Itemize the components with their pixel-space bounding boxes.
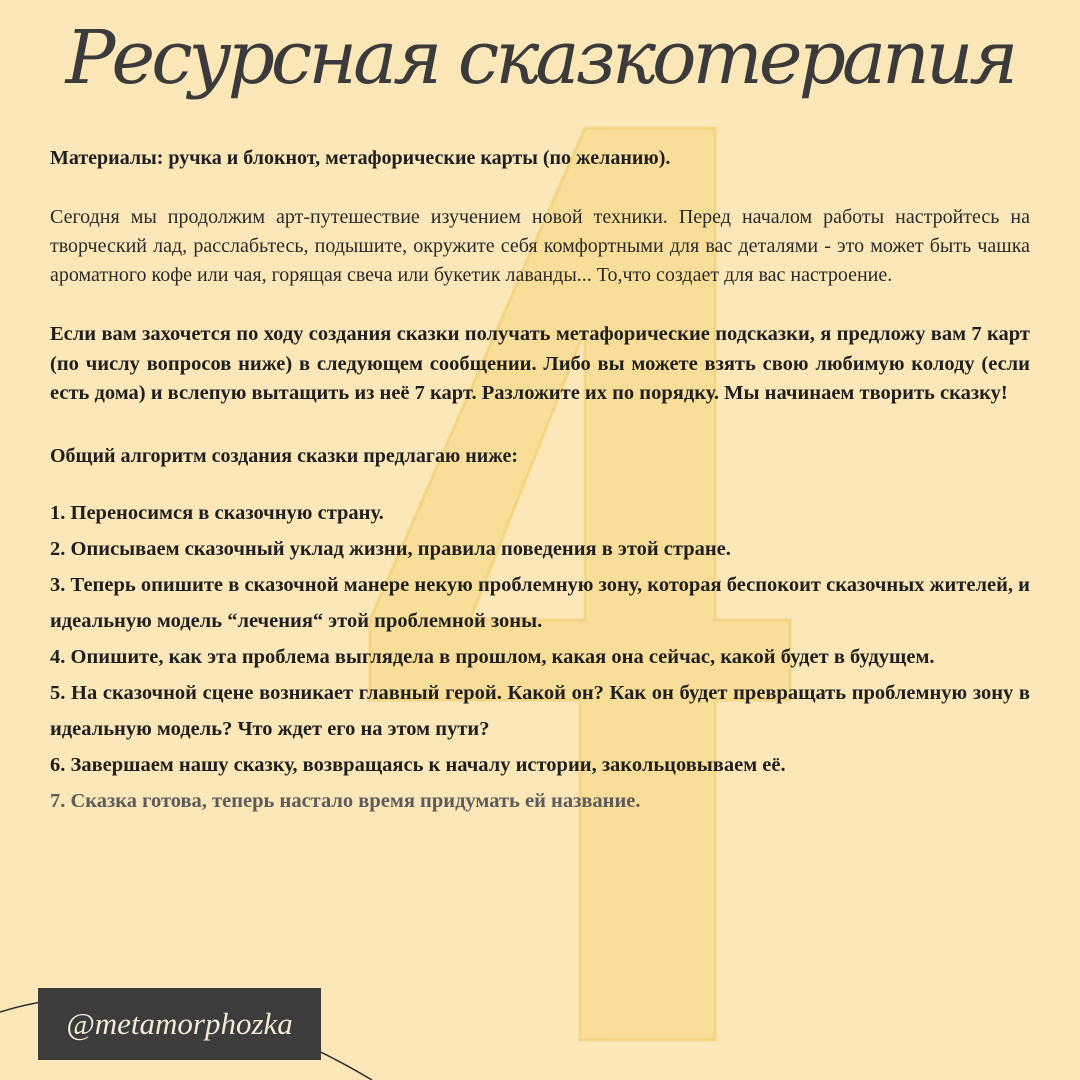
algorithm-heading: Общий алгоритм создания сказки предлагаю ниже: (50, 444, 519, 467)
cards-paragraph: Если вам захочется по ходу создания сказки получать метафорические подсказки, я предложу вам 7 карт (по числу вопросов ниже) в следующем сообщении. Либо вы можете взять свою любимую колоду (если есть дома) и вслепую вытащить из неё 7 карт. Разложите их по порядку. Мы начинаем творить сказку! (50, 323, 1030, 404)
author-handle-badge (38, 988, 321, 1060)
step-item: 5. На сказочной сцене возникает главный герой. Какой он? Как он будет превращать проблемную зону в идеальную модель? Что ждет его на этом пути? (50, 681, 1030, 740)
article-body (50, 141, 1030, 819)
author-handle: @metamorphozka (66, 1006, 293, 1041)
materials-line: Материалы: ручка и блокнот, метафорические карты (по желанию). (50, 147, 671, 169)
page-title: Ресурсная сказкотерапия (65, 15, 1015, 101)
algorithm-steps-list (50, 495, 1030, 819)
step-item: 3. Теперь опишите в сказочной манере некую проблемную зону, которая беспокоит сказочных жителей, и идеальную модель “лечения“ этой проблемной зоны. (50, 573, 1030, 632)
intro-paragraph: Сегодня мы продолжим арт-путешествие изучением новой техники. Перед началом работы настройтесь на творческий лад, расслабьтесь, подышите, окружите себя комфортными для вас деталями - это может быть чашка ароматного кофе или чая, горящая свеча или букетик лаванды... То,что создает для вас настроение. (50, 206, 1030, 286)
step-item: 2. Описываем сказочный уклад жизни, правила поведения в этой стране. (50, 537, 731, 560)
step-item: 1. Переносимся в сказочную страну. (50, 501, 384, 524)
step-item: 7. Сказка готова, теперь настало время придумать ей название. (50, 789, 641, 812)
step-item: 4. Опишите, как эта проблема выглядела в прошлом, какая она сейчас, какой будет в будущем. (50, 645, 935, 668)
step-item: 6. Завершаем нашу сказку, возвращаясь к началу истории, закольцовываем её. (50, 753, 786, 776)
